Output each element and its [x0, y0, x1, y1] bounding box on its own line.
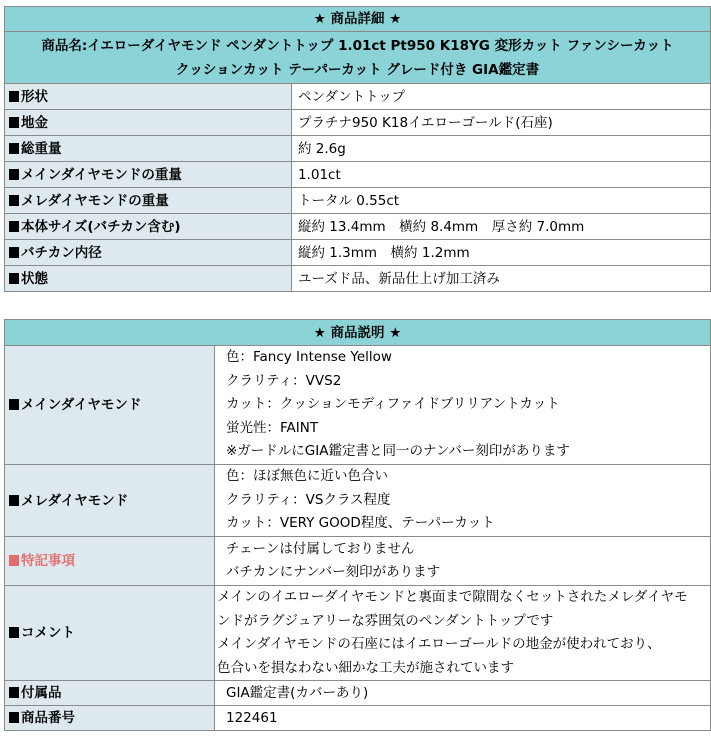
product-details-table — [4, 6, 711, 292]
spec-line: 色：Fancy Intense Yellow — [226, 349, 392, 366]
detail-value: 縦約 13.4mm 横約 8.4mm 厚さ約 7.0mm — [292, 214, 711, 240]
detail-label: 地金 — [5, 110, 292, 136]
accessories-label: 付属品 — [5, 681, 215, 706]
detail-row — [5, 240, 711, 266]
spec-line: 蛍光性：FAINT — [226, 419, 319, 436]
spec-line: クラリティ：VSクラス程度 — [226, 491, 391, 508]
product-number-label: 商品番号 — [5, 706, 215, 731]
bullet-square-icon — [9, 273, 19, 284]
comment-label: コメント — [5, 586, 215, 681]
melee-diamond-row — [5, 465, 711, 537]
spec-line: カット：クッションモディファイドブリリアントカット — [226, 396, 560, 413]
bullet-square-icon — [9, 712, 19, 723]
bullet-square-icon — [9, 195, 19, 206]
bullet-square-icon — [9, 495, 19, 506]
details-title: ★ 商品詳細 ★ — [5, 7, 711, 32]
detail-value: 縦約 1.3mm 横約 1.2mm — [292, 240, 711, 266]
comment-line: メインダイヤモンドの石座にはイエローゴールドの地金が使われており、 — [217, 636, 661, 652]
bullet-square-icon — [9, 117, 19, 128]
product-number-value: 122461 — [215, 706, 711, 731]
detail-row — [5, 110, 711, 136]
detail-value: 1.01ct — [292, 162, 711, 188]
detail-label: メインダイヤモンドの重量 — [5, 162, 292, 188]
comment-row — [5, 586, 711, 681]
main-diamond-row — [5, 346, 711, 465]
detail-row — [5, 188, 711, 214]
comment-text — [215, 586, 711, 681]
main-diamond-label: メインダイヤモンド — [5, 346, 215, 465]
detail-label: バチカン内径 — [5, 240, 292, 266]
detail-label: メレダイヤモンドの重量 — [5, 188, 292, 214]
detail-row — [5, 214, 711, 240]
main-diamond-specs — [215, 346, 711, 465]
detail-value: ペンダントトップ — [292, 84, 711, 110]
special-notes-text — [215, 537, 711, 586]
detail-label: 総重量 — [5, 136, 292, 162]
product-description-table — [4, 319, 711, 731]
product-number-row — [5, 706, 711, 731]
product-name-line1: 商品名:イエローダイヤモンド ペンダントトップ 1.01ct Pt950 K18YG 変形カット ファンシーカット — [41, 37, 674, 54]
accessories-row — [5, 681, 711, 706]
product-name — [5, 32, 711, 84]
detail-label: 本体サイズ(バチカン含む) — [5, 214, 292, 240]
special-notes-row — [5, 537, 711, 586]
comment-line: 色合いを損なわない細かな工夫が施されています — [217, 659, 514, 676]
bullet-square-icon — [9, 169, 19, 180]
spec-line: 色：ほぼ無色に近い色合い — [226, 468, 388, 485]
accessories-value: GIA鑑定書(カバーあり) — [215, 681, 711, 706]
detail-row — [5, 162, 711, 188]
detail-label: 形状 — [5, 84, 292, 110]
note-line: チェーンは付属しておりません — [226, 540, 415, 557]
spec-line: カット：VERY GOOD程度、テーパーカット — [226, 515, 495, 532]
detail-value: ユーズド品、新品仕上げ加工済み — [292, 266, 711, 292]
special-notes-label: 特記事項 — [5, 537, 215, 586]
bullet-square-icon — [9, 247, 19, 258]
bullet-square-icon — [9, 687, 19, 698]
detail-value: 約 2.6g — [292, 136, 711, 162]
bullet-square-icon — [9, 627, 19, 638]
description-title: ★ 商品説明 ★ — [5, 320, 711, 346]
detail-value: プラチナ950 K18イエローゴールド(石座) — [292, 110, 711, 136]
detail-row — [5, 136, 711, 162]
melee-diamond-label: メレダイヤモンド — [5, 465, 215, 537]
detail-label: 状態 — [5, 266, 292, 292]
bullet-square-icon — [9, 91, 19, 102]
detail-row — [5, 266, 711, 292]
product-name-line2: クッションカット テーパーカット グレード付き GIA鑑定書 — [175, 61, 540, 78]
comment-line: メインのイエローダイヤモンドと裏面まで隙間なくセットされたメレダイヤモ — [217, 589, 688, 605]
note-line: バチカンにナンバー刻印があります — [226, 564, 441, 580]
spec-line: ※ガードルにGIA鑑定書と同一のナンバー刻印があります — [226, 443, 570, 460]
melee-diamond-specs — [215, 465, 711, 537]
bullet-square-icon — [9, 143, 19, 154]
bullet-square-icon — [9, 221, 19, 232]
spec-line: クラリティ：VVS2 — [226, 372, 342, 389]
detail-value: トータル 0.55ct — [292, 188, 711, 214]
detail-row — [5, 84, 711, 110]
comment-line: ンドがラグジュアリーな雰囲気のペンダントトップです — [217, 612, 554, 629]
bullet-square-icon — [9, 555, 19, 566]
bullet-square-icon — [9, 399, 19, 410]
